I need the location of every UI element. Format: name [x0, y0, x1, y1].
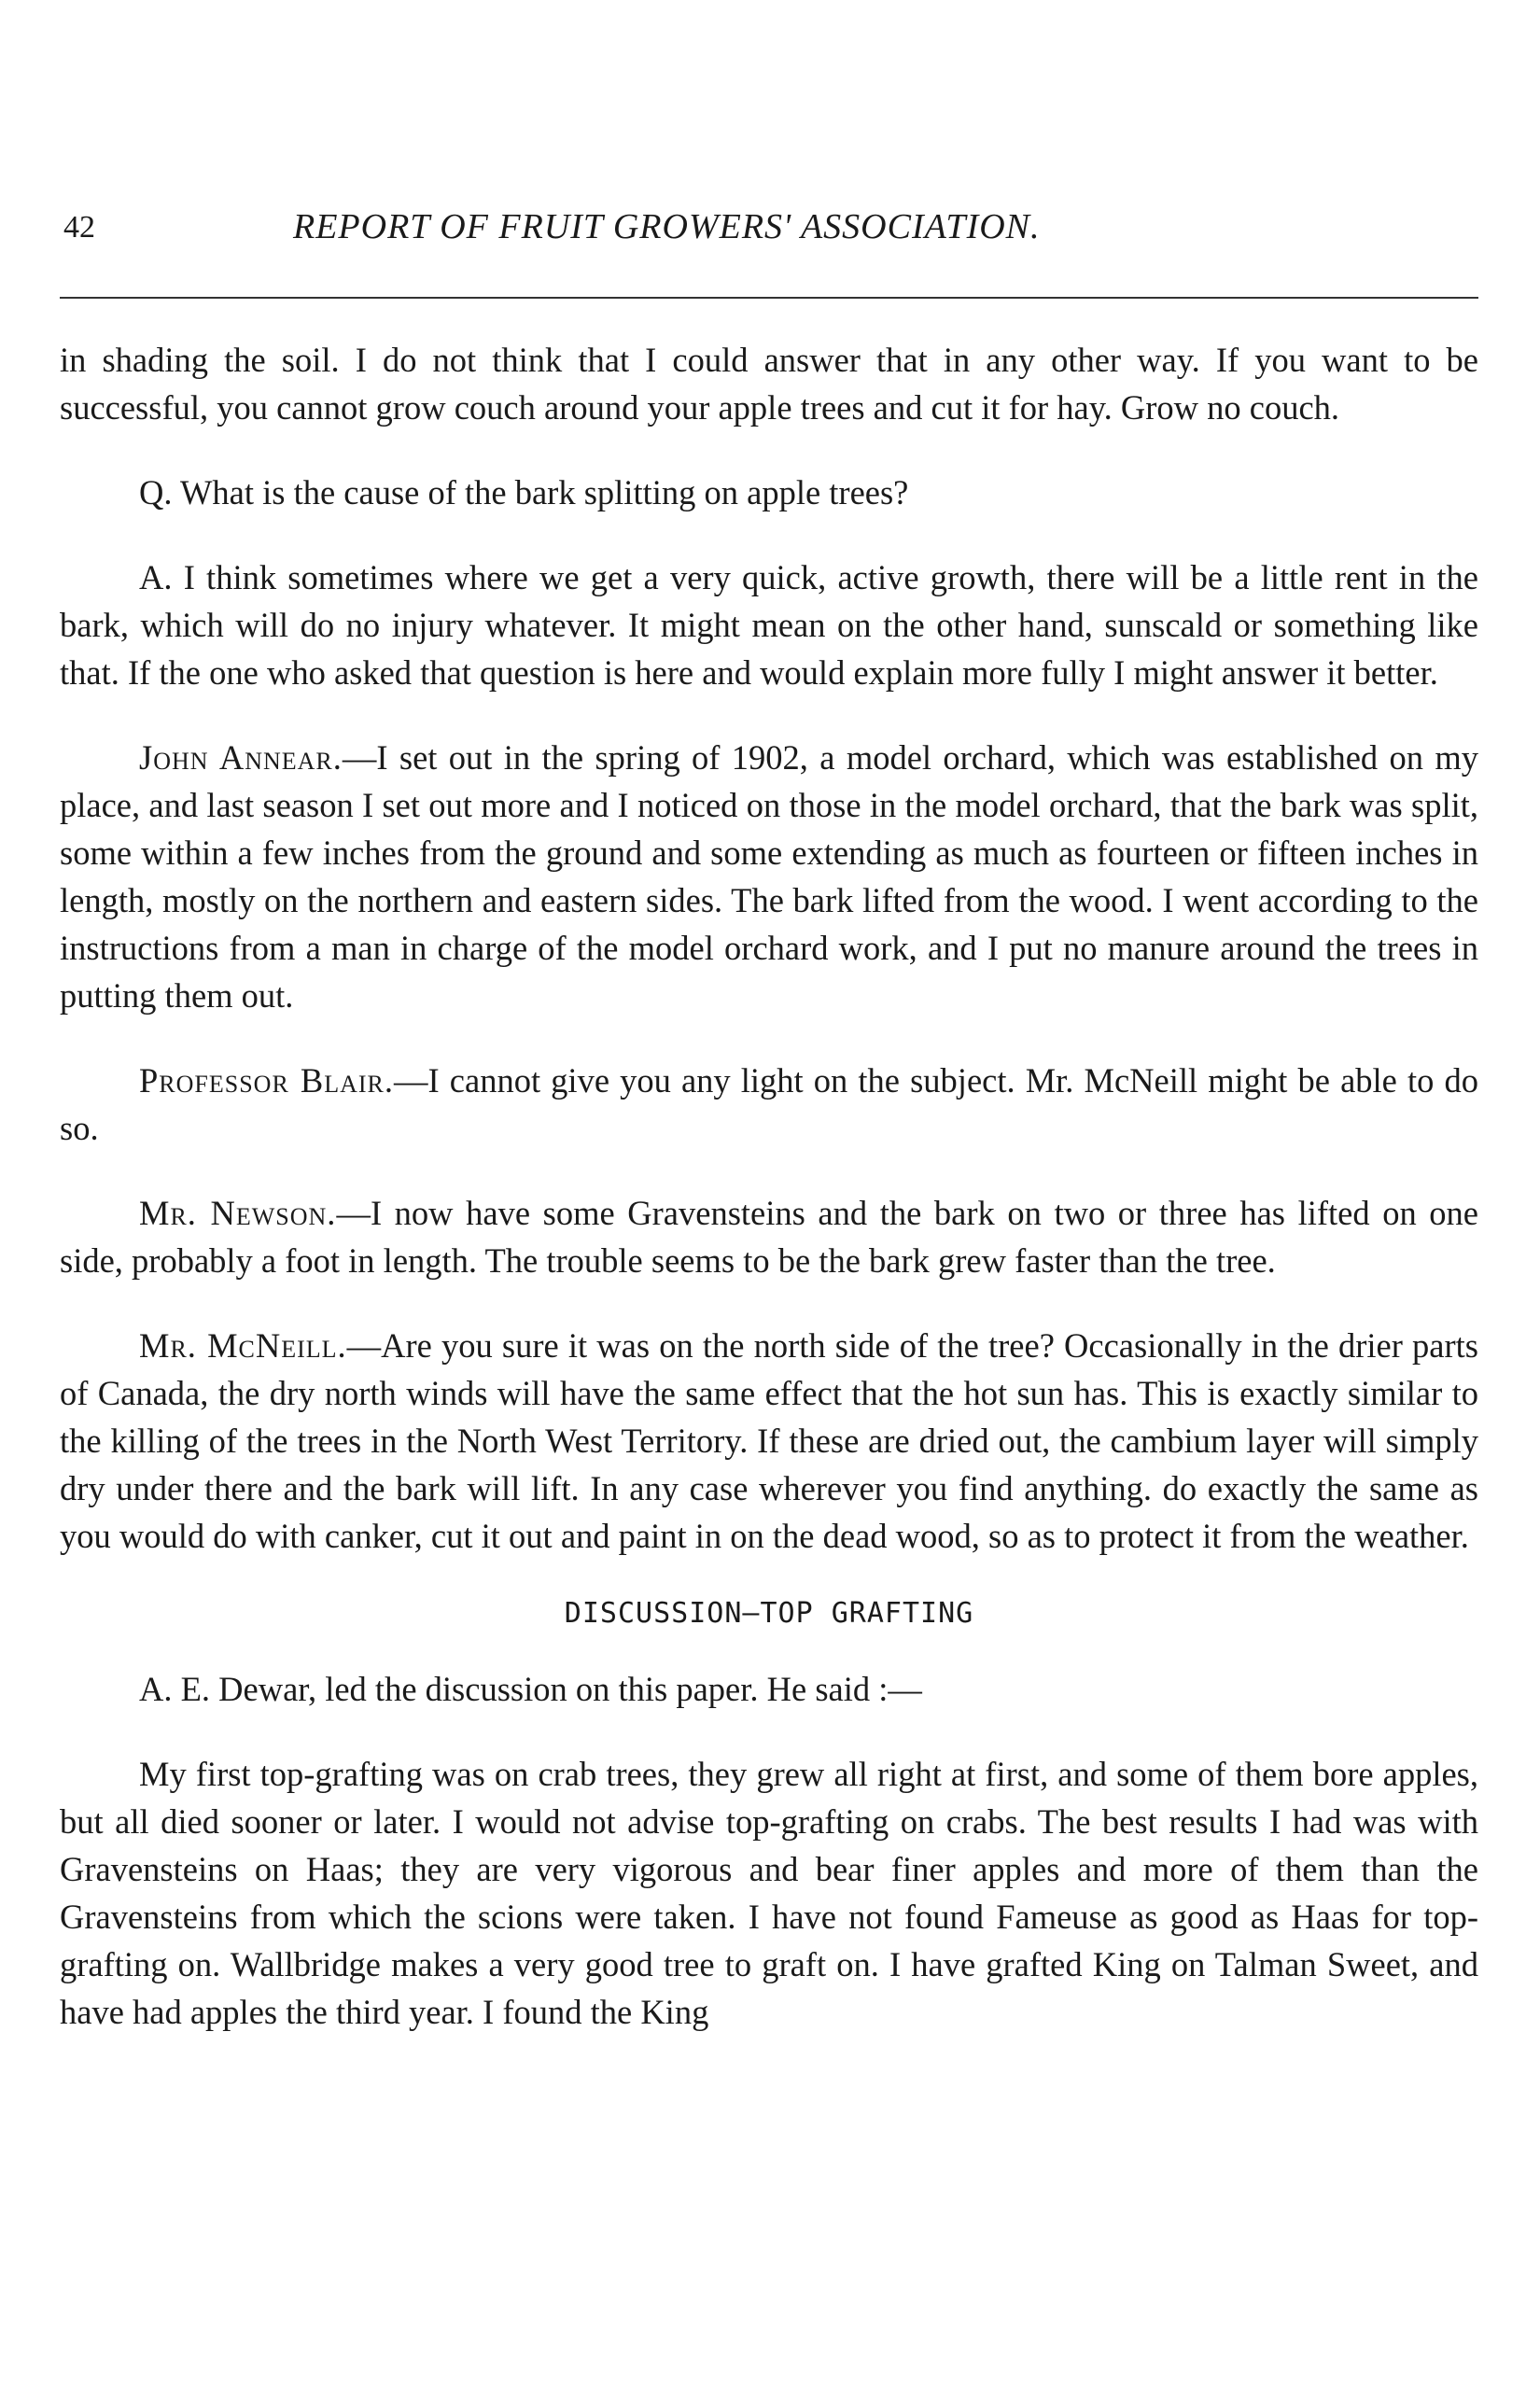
- speaker-mcneill: Mr. McNeill.: [139, 1326, 347, 1365]
- speaker-newson: Mr. Newson.: [139, 1194, 337, 1232]
- body-text: [60, 336, 1478, 2073]
- paragraph-dewar-intro-text: A. E. Dewar, led the discussion on this paper. He said :—: [139, 1670, 922, 1708]
- paragraph-question: [60, 469, 1478, 516]
- speaker-annear: John Annear.: [139, 738, 343, 777]
- header-rule: [60, 297, 1478, 299]
- paragraph-dewar-body: [60, 1750, 1478, 2036]
- page-header: [60, 191, 1478, 247]
- paragraph-mcneill-text: —Are you sure it was on the north side of the tree? Occasionally in the drier parts of Canada, the dry north winds will have the same effect that the hot sun has. This is exactly similar to the killing of the trees in the North West Territory. If these are dried out, the cambium layer will simply dry under there and the bark will lift. In any case wherever you find anything. do exactly the same as you would do with canker, cut it out and paint in on the dead wood, so as to protect it from the weather.: [60, 1326, 1478, 1555]
- paragraph-answer-text: A. I think sometimes where we get a very quick, active growth, there will be a little rent in the bark, which will do no injury whatever. It might mean on the other hand, sunscald or something like that. If the one who asked that question is here and would explain more fully I might answer it better.: [60, 558, 1478, 692]
- paragraph-newson-text: —I now have some Gravensteins and the bark on two or three has lifted on one side, probably a foot in length. The trouble seems to be the bark grew faster than the tree.: [60, 1194, 1478, 1280]
- paragraph-dewar-body-text: My first top-grafting was on crab trees, they grew all right at first, and some of them bore apples, but all died sooner or later. I would not advise top-grafting on crabs. The best results I had was with Gravensteins on Haas; they are very vigorous and bear finer apples and more of them than the Gravensteins from which the scions were taken. I have not found Fameuse as good as Haas for top-grafting on. Wallbridge makes a very good tree to graft on. I have grafted King on Talman Sweet, and have had apples the third year. I found the King: [60, 1755, 1478, 2031]
- paragraph-blair: [60, 1057, 1478, 1152]
- speaker-blair: Professor Blair.: [139, 1061, 395, 1100]
- section-heading: DISCUSSION—TOP GRAFTING: [564, 1597, 974, 1630]
- paragraph-newson: [60, 1189, 1478, 1284]
- paragraph-answer: [60, 553, 1478, 696]
- paragraph-1-text: in shading the soil. I do not think that I could answer that in any other way. If you want to be successful, you cannot grow couch around your apple trees and cut it for hay. Grow no couch.: [60, 341, 1478, 427]
- running-title: REPORT OF FRUIT GROWERS' ASSOCIATION.: [293, 207, 1041, 246]
- document-page: [60, 0, 1478, 2382]
- paragraph-annear-text: —I set out in the spring of 1902, a model orchard, which was established on my place, and last season I set out more and I noticed on those in the model orchard, that the bark was split, some within a few inches from the ground and some extending as much as fourteen or fifteen inches in length, mostly on the northern and eastern sides. The bark lifted from the wood. I went according to the instructions from a man in charge of the model orchard work, and I put no manure around the trees in putting them out.: [60, 738, 1478, 1015]
- paragraph-mcneill: [60, 1322, 1478, 1560]
- page-number: 42: [63, 210, 95, 245]
- paragraph-1: [60, 336, 1478, 431]
- paragraph-annear: [60, 734, 1478, 1019]
- paragraph-blair-text: —I cannot give you any light on the subject. Mr. McNeill might be able to do so.: [60, 1061, 1478, 1147]
- paragraph-question-text: Q. What is the cause of the bark splitting on apple trees?: [139, 473, 909, 511]
- paragraph-dewar-intro: [60, 1665, 1478, 1713]
